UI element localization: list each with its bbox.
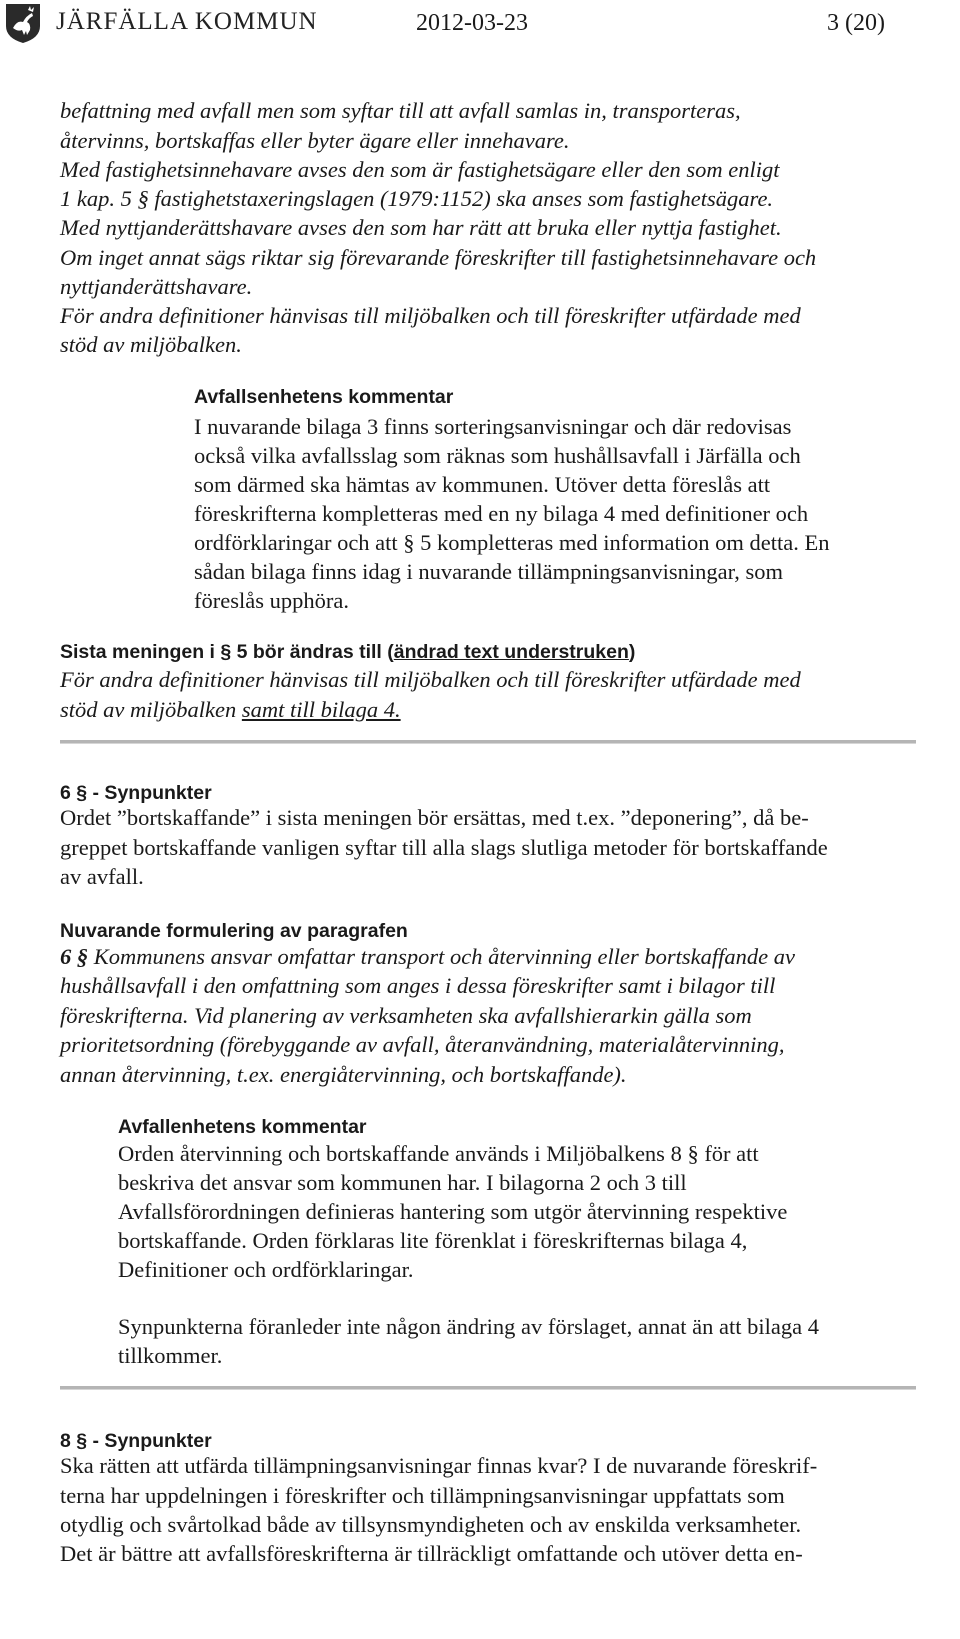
organization-name: JÄRFÄLLA KOMMUN	[56, 8, 318, 35]
comment-line: också vilka avfallsslag som räknas som hushållsavfall i Järfälla och	[194, 443, 801, 468]
change-line: stöd av miljöbalken samt till bilaga 4.	[60, 697, 401, 722]
comment-line: tillkommer.	[118, 1343, 223, 1368]
section-line: greppet bortskaffande vanligen syftar till alla slags slutliga metoder för bortskaffande	[60, 835, 828, 860]
current-wording-line: hushållsavfall i den omfattning som anges i dessa föreskrifter samt i bilagor till	[60, 973, 776, 998]
document-date: 2012-03-23	[416, 10, 528, 36]
definition-line: stöd av miljöbalken.	[60, 332, 242, 357]
comment-line: I nuvarande bilaga 3 finns sorteringsanvisningar och där redovisas	[194, 414, 792, 439]
comment-line: Definitioner och ordförklaringar.	[118, 1257, 414, 1282]
section-line: Ordet ”bortskaffande” i sista meningen bör ersättas, med t.ex. ”deponering”, då be-	[60, 805, 809, 830]
page-header	[0, 0, 960, 54]
page-number: 3 (20)	[827, 10, 885, 36]
section-divider	[60, 1386, 916, 1390]
comment-line: ordförklaringar och att § 5 kompletteras med information om detta. En	[194, 530, 830, 555]
section-heading: 6 § - Synpunkter	[60, 782, 212, 804]
current-wording-line: 6 § Kommunens ansvar omfattar transport och återvinning eller bortskaffande av	[60, 944, 795, 969]
definition-line: befattning med avfall men som syftar till att avfall samlas in, transporteras,	[60, 98, 741, 123]
municipal-coat-of-arms-logo	[4, 2, 42, 44]
comment-line: Orden återvinning och bortskaffande används i Miljöbalkens 8 § för att	[118, 1141, 759, 1166]
definition-line: återvinns, bortskaffas eller byter ägare eller innehavare.	[60, 128, 570, 153]
current-wording-line: prioritetsordning (förebyggande av avfall, återanvändning, materialåtervinning,	[60, 1032, 785, 1057]
definition-line: 1 kap. 5 § fastighetstaxeringslagen (1979:1152) ska anses som fastighetsägare.	[60, 186, 774, 211]
section-line: Ska rätten att utfärda tillämpningsanvisningar finnas kvar? I de nuvarande föreskrif-	[60, 1453, 818, 1478]
change-heading: Sista meningen i § 5 bör ändras till (ändrad text understruken)	[60, 641, 636, 663]
definition-line: Med nyttjanderättshavare avses den som har rätt att bruka eller nyttja fastighet.	[60, 215, 782, 240]
current-wording-heading: Nuvarande formulering av paragrafen	[60, 920, 408, 942]
comment-line: som därmed ska hämtas av kommunen. Utöver detta föreslås att	[194, 472, 771, 497]
section-line: Det är bättre att avfallsföreskrifterna är tillräckligt omfattande och utöver detta en-	[60, 1541, 803, 1566]
added-text: samt till bilaga 4.	[241, 697, 401, 722]
section-heading: 8 § - Synpunkter	[60, 1430, 212, 1452]
comment-line: beskriva det ansvar som kommunen har. I bilagorna 2 och 3 till	[118, 1170, 687, 1195]
comment-heading: Avfallsenhetens kommentar	[194, 386, 454, 408]
underlined-note: ändrad text understruken	[393, 641, 629, 663]
current-wording-line: föreskrifterna. Vid planering av verksamheten ska avfallshierarkin gälla som	[60, 1003, 752, 1028]
comment-line: föreslås upphöra.	[194, 588, 349, 613]
definition-line: Med fastighetsinnehavare avses den som är fastighetsägare eller den som enligt	[60, 157, 780, 182]
comment-line: föreskrifterna kompletteras med en ny bilaga 4 med definitioner och	[194, 501, 809, 526]
section-line: terna har uppdelningen i föreskrifter och tillämpningsanvisningar uppfattats som	[60, 1483, 785, 1508]
definition-line: nyttjanderättshavare.	[60, 274, 253, 299]
section-divider	[60, 740, 916, 744]
change-line: För andra definitioner hänvisas till miljöbalken och till föreskrifter utfärdade med	[60, 667, 801, 692]
comment-line: bortskaffande. Orden förklaras lite förenklat i föreskrifternas bilaga 4,	[118, 1228, 748, 1253]
comment-line: sådan bilaga finns idag i nuvarande tillämpningsanvisningar, som	[194, 559, 783, 584]
section-line: av avfall.	[60, 864, 144, 889]
current-wording-line: annan återvinning, t.ex. energiåtervinning, och bortskaffande).	[60, 1062, 627, 1087]
definition-line: Om inget annat sägs riktar sig förevarande föreskrifter till fastighetsinnehavare och	[60, 245, 817, 270]
section-line: otydlig och svårtolkad både av tillsynsmyndigheten och av enskilda verksamheter.	[60, 1512, 802, 1537]
comment-line: Synpunkterna föranleder inte någon ändring av förslaget, annat än att bilaga 4	[118, 1314, 820, 1339]
comment-heading: Avfallenhetens kommentar	[118, 1116, 367, 1138]
comment-line: Avfallsförordningen definieras hantering som utgör återvinning respektive	[118, 1199, 788, 1224]
definition-line: För andra definitioner hänvisas till miljöbalken och till föreskrifter utfärdade med	[60, 303, 801, 328]
